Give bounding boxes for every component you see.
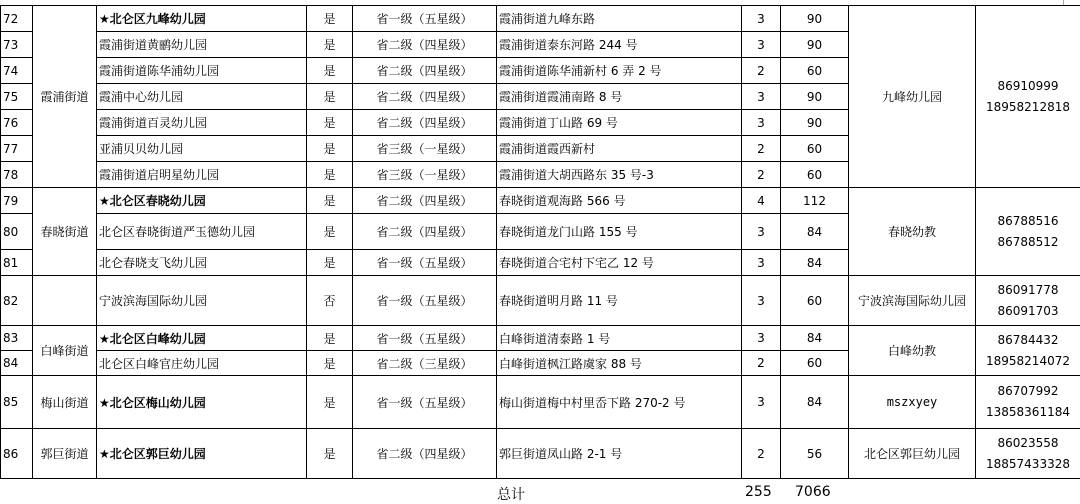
level-cell: 省一级（五星级） (353, 376, 497, 429)
street-cell: 白峰街道 (33, 326, 97, 376)
capacity-cell: 84 (781, 214, 849, 250)
capacity-cell: 60 (781, 58, 849, 84)
level-cell: 省一级（五星级） (353, 276, 497, 326)
row-number: 79 (1, 188, 33, 214)
level-cell: 省二级（三星级） (353, 351, 497, 376)
public-flag: 否 (307, 276, 353, 326)
phone-1: 86707992 (997, 384, 1058, 398)
phone-cell (976, 376, 1080, 429)
total-label: 总计 (497, 484, 525, 504)
address-cell: 梅山街道梅中村里岙下路 270-2 号 (497, 376, 742, 429)
table-row (1, 6, 1080, 32)
row-number: 73 (1, 32, 33, 58)
classes-cell: 3 (742, 276, 781, 326)
kindergarten-name: 亚浦贝贝幼儿园 (97, 136, 307, 162)
public-flag: 是 (307, 136, 353, 162)
kindergarten-table (0, 5, 1080, 479)
capacity-cell: 56 (781, 429, 849, 479)
street-cell-empty (33, 276, 97, 326)
group-name: 九峰幼儿园 (849, 6, 976, 188)
phone-2: 86091703 (997, 304, 1058, 318)
public-flag: 是 (307, 429, 353, 479)
classes-cell: 3 (742, 110, 781, 136)
kindergarten-name: 霞浦街道黄鹂幼儿园 (97, 32, 307, 58)
row-number: 81 (1, 250, 33, 276)
capacity-cell: 60 (781, 276, 849, 326)
address-cell: 霞浦街道泰东河路 244 号 (497, 32, 742, 58)
level-cell: 省三级（一星级） (353, 162, 497, 188)
capacity-cell: 90 (781, 84, 849, 110)
public-flag: 是 (307, 84, 353, 110)
phone-2: 18958212818 (986, 100, 1070, 114)
phone-2: 13858361184 (986, 405, 1070, 419)
phone-1: 86091778 (997, 283, 1058, 297)
group-name: 宁波滨海国际幼儿园 (849, 276, 976, 326)
address-cell: 霞浦街道大胡西路东 35 号-3 (497, 162, 742, 188)
address-cell: 春晓街道合宅村下宅乙 12 号 (497, 250, 742, 276)
public-flag: 是 (307, 250, 353, 276)
street-cell: 郭巨街道 (33, 429, 97, 479)
classes-cell: 3 (742, 6, 781, 32)
row-number: 84 (1, 351, 33, 376)
kindergarten-name: 霞浦中心幼儿园 (97, 84, 307, 110)
phone-1: 86910999 (997, 79, 1058, 93)
classes-cell: 2 (742, 136, 781, 162)
public-flag: 是 (307, 32, 353, 58)
public-flag: 是 (307, 326, 353, 351)
phone-cell (976, 188, 1080, 276)
address-cell: 霞浦街道霞浦南路 8 号 (497, 84, 742, 110)
row-number: 76 (1, 110, 33, 136)
level-cell: 省二级（四星级） (353, 110, 497, 136)
kindergarten-name: 北仑春晓支飞幼儿园 (97, 250, 307, 276)
level-cell: 省二级（四星级） (353, 429, 497, 479)
total-classes: 255 (745, 484, 772, 500)
table-row (1, 376, 1080, 429)
capacity-cell: 112 (781, 188, 849, 214)
public-flag: 是 (307, 6, 353, 32)
level-cell: 省二级（四星级） (353, 58, 497, 84)
level-cell: 省一级（五星级） (353, 250, 497, 276)
address-cell: 霞浦街道九峰东路 (497, 6, 742, 32)
level-cell: 省二级（四星级） (353, 32, 497, 58)
phone-cell (976, 326, 1080, 376)
street-cell: 梅山街道 (33, 376, 97, 429)
address-cell: 白峰街道枫江路虞家 88 号 (497, 351, 742, 376)
public-flag: 是 (307, 162, 353, 188)
level-cell: 省三级（一星级） (353, 136, 497, 162)
capacity-cell: 3 (742, 250, 781, 276)
kindergarten-name: ★北仑区郭巨幼儿园 (97, 429, 307, 479)
total-row (0, 483, 1080, 503)
address-cell: 霞浦街道丁山路 69 号 (497, 110, 742, 136)
phone-2: 18857433328 (986, 457, 1070, 471)
phone-cell (976, 276, 1080, 326)
public-flag: 是 (307, 188, 353, 214)
public-flag: 是 (307, 58, 353, 84)
phone-2: 86788512 (997, 235, 1058, 249)
capacity-cell: 90 (781, 110, 849, 136)
classes-cell: 2 (742, 162, 781, 188)
group-name: 白峰幼教 (849, 326, 976, 376)
level-cell: 省二级（四星级） (353, 214, 497, 250)
address-cell: 郭巨街道凤山路 2-1 号 (497, 429, 742, 479)
address-cell: 春晓街道观海路 566 号 (497, 188, 742, 214)
row-number: 82 (1, 276, 33, 326)
table-row (1, 326, 1080, 351)
group-name: 春晓幼教 (849, 188, 976, 276)
street-cell: 春晓街道 (33, 188, 97, 276)
address-cell: 白峰街道清泰路 1 号 (497, 326, 742, 351)
phone-cell (976, 429, 1080, 479)
level-cell: 省一级（五星级） (353, 326, 497, 351)
group-name: 北仑区郭巨幼儿园 (849, 429, 976, 479)
capacity-cell: 84 (781, 326, 849, 351)
capacity-cell: 90 (781, 6, 849, 32)
address-cell: 霞浦街道陈华浦新村 6 弄 2 号 (497, 58, 742, 84)
address-cell: 霞浦街道霞西新村 (497, 136, 742, 162)
public-flag: 是 (307, 110, 353, 136)
classes-cell: 2 (742, 351, 781, 376)
row-number: 75 (1, 84, 33, 110)
row-number: 78 (1, 162, 33, 188)
kindergarten-name: 北仑区白峰官庄幼儿园 (97, 351, 307, 376)
row-number: 77 (1, 136, 33, 162)
classes-cell: 3 (742, 326, 781, 351)
kindergarten-name: ★北仑区白峰幼儿园 (97, 326, 307, 351)
row-number: 74 (1, 58, 33, 84)
row-number: 86 (1, 429, 33, 479)
public-flag: 是 (307, 214, 353, 250)
row-number: 83 (1, 326, 33, 351)
phone-cell (976, 6, 1080, 188)
capacity-cell: 84 (781, 376, 849, 429)
group-name: mszxyey (849, 376, 976, 429)
row-number: 80 (1, 214, 33, 250)
capacity-cell: 60 (781, 351, 849, 376)
classes-cell: 3 (742, 84, 781, 110)
table-row (1, 276, 1080, 326)
kindergarten-name: ★北仑区春晓幼儿园 (97, 188, 307, 214)
kindergarten-name: ★北仑区梅山幼儿园 (97, 376, 307, 429)
kindergarten-name: 霞浦街道陈华浦幼儿园 (97, 58, 307, 84)
row-number: 85 (1, 376, 33, 429)
level-cell: 省二级（四星级） (353, 188, 497, 214)
phone-1: 86788516 (997, 214, 1058, 228)
address-cell: 春晓街道龙门山路 155 号 (497, 214, 742, 250)
classes-cell: 2 (742, 429, 781, 479)
level-cell: 省一级（五星级） (353, 6, 497, 32)
phone-1: 86023558 (997, 436, 1058, 450)
classes-cell: 2 (742, 58, 781, 84)
table-row (1, 188, 1080, 214)
total-capacity: 7066 (795, 484, 831, 500)
kindergarten-name: 宁波滨海国际幼儿园 (97, 276, 307, 326)
capacity-cell: 60 (781, 162, 849, 188)
table-row (1, 429, 1080, 479)
public-flag: 是 (307, 376, 353, 429)
classes-cell: 3 (742, 214, 781, 250)
classes-cell: 4 (742, 188, 781, 214)
capacity-cell: 90 (781, 32, 849, 58)
public-flag: 是 (307, 351, 353, 376)
phone-1: 86784432 (997, 333, 1058, 347)
kindergarten-name: 北仑区春晓街道严玉德幼儿园 (97, 214, 307, 250)
address-cell: 春晓街道明月路 11 号 (497, 276, 742, 326)
kindergarten-name: 霞浦街道启明星幼儿园 (97, 162, 307, 188)
capacity-cell: 60 (781, 136, 849, 162)
classes-cell: 3 (742, 376, 781, 429)
classes-cell: 3 (742, 32, 781, 58)
kindergarten-name: ★北仑区九峰幼儿园 (97, 6, 307, 32)
phone-2: 18958214072 (986, 354, 1070, 368)
kindergarten-name: 霞浦街道百灵幼儿园 (97, 110, 307, 136)
level-cell: 省二级（四星级） (353, 84, 497, 110)
street-cell: 霞浦街道 (33, 6, 97, 188)
row-number: 72 (1, 6, 33, 32)
capacity-cell: 84 (781, 250, 849, 276)
